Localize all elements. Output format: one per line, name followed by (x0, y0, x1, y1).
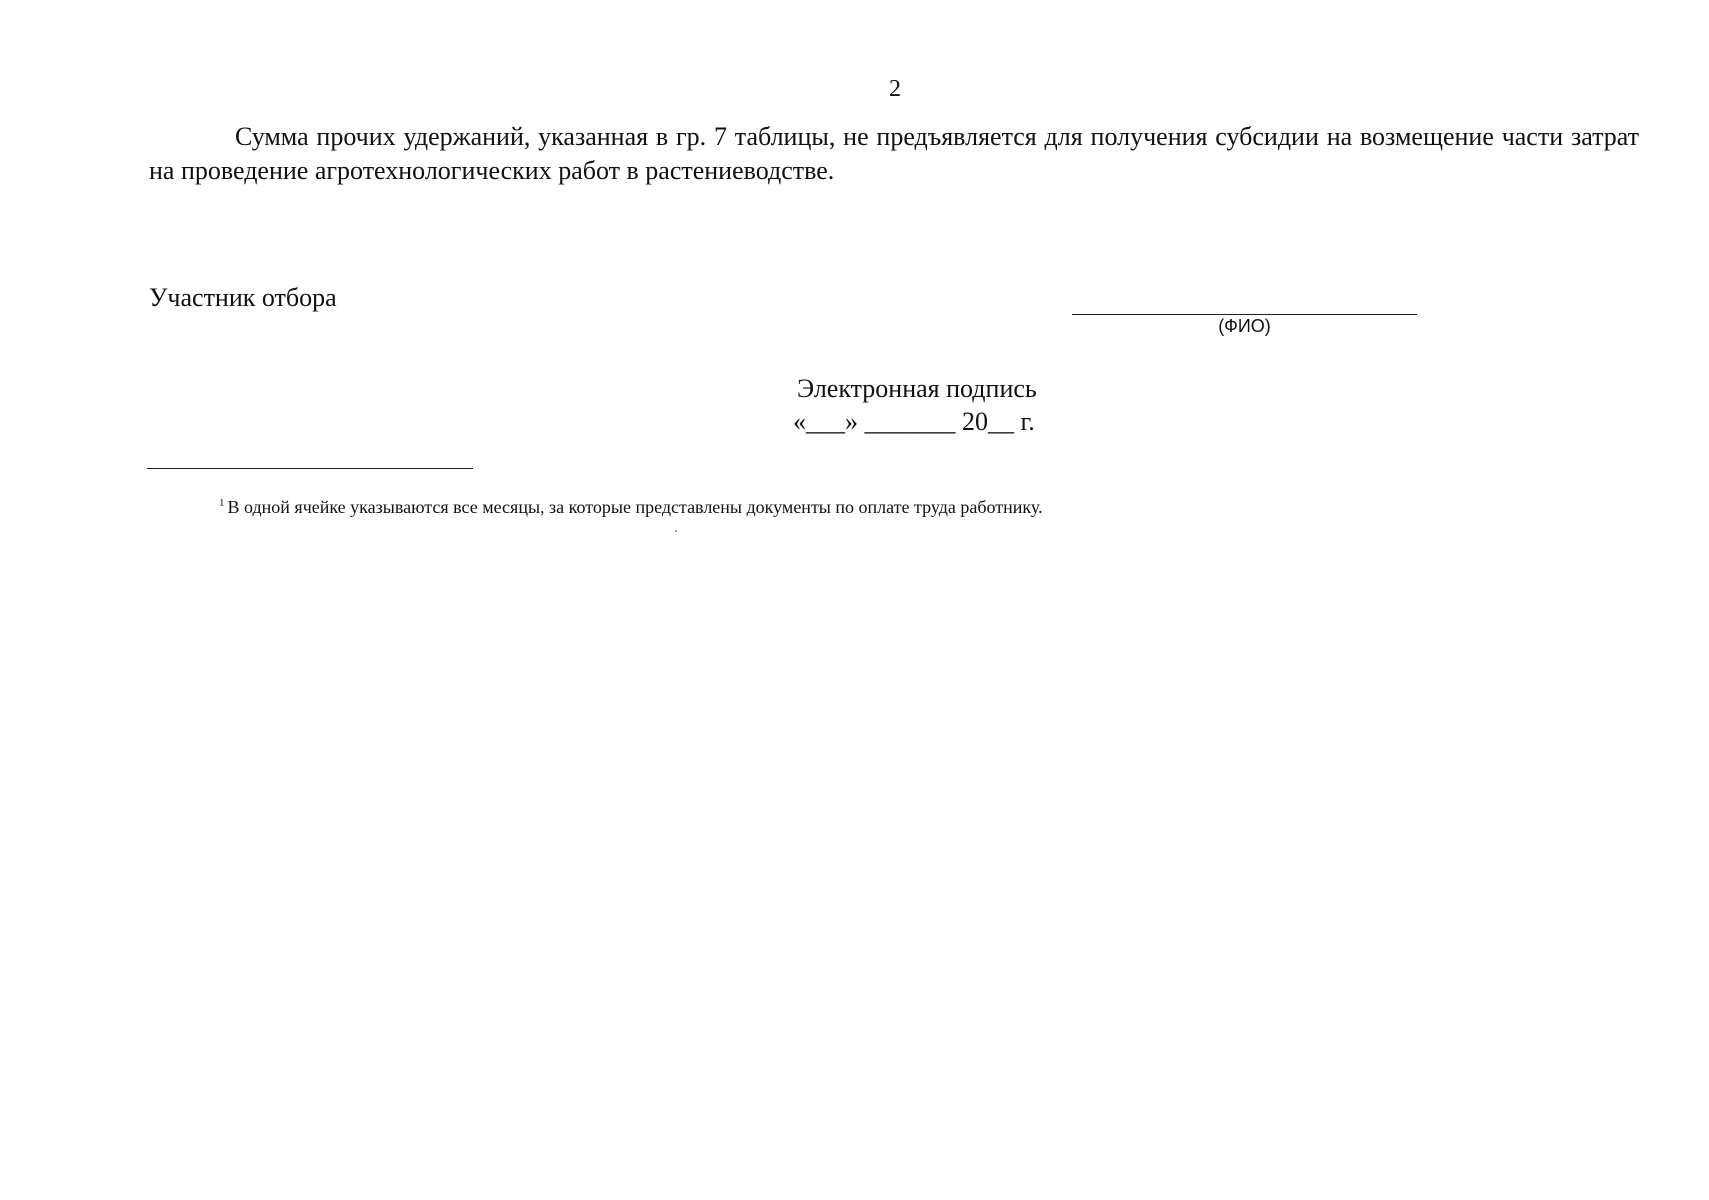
fio-signature-line (1072, 314, 1417, 315)
body-paragraph: Сумма прочих удержаний, указанная в гр. 7 таблицы, не предъявляется для получения субсидии на возмещение части затрат на проведение агротехнологических работ в растениеводстве. (149, 122, 1639, 185)
participant-label: Участник отбора (149, 283, 337, 312)
footnote-marker: 1 (219, 497, 225, 509)
footnote (219, 497, 1043, 518)
electronic-signature-label: Электронная подпись (797, 374, 1037, 403)
footnote-text: В одной ячейке указываются все месяцы, за которые представлены документы по оплате труда работнику. (227, 497, 1043, 517)
fio-label: (ФИО) (1218, 316, 1271, 336)
page-number: 2 (889, 76, 901, 102)
footnote-separator (147, 468, 473, 469)
date-line: «___» _______ 20__ г. (793, 407, 1035, 436)
scan-speck (675, 530, 677, 532)
